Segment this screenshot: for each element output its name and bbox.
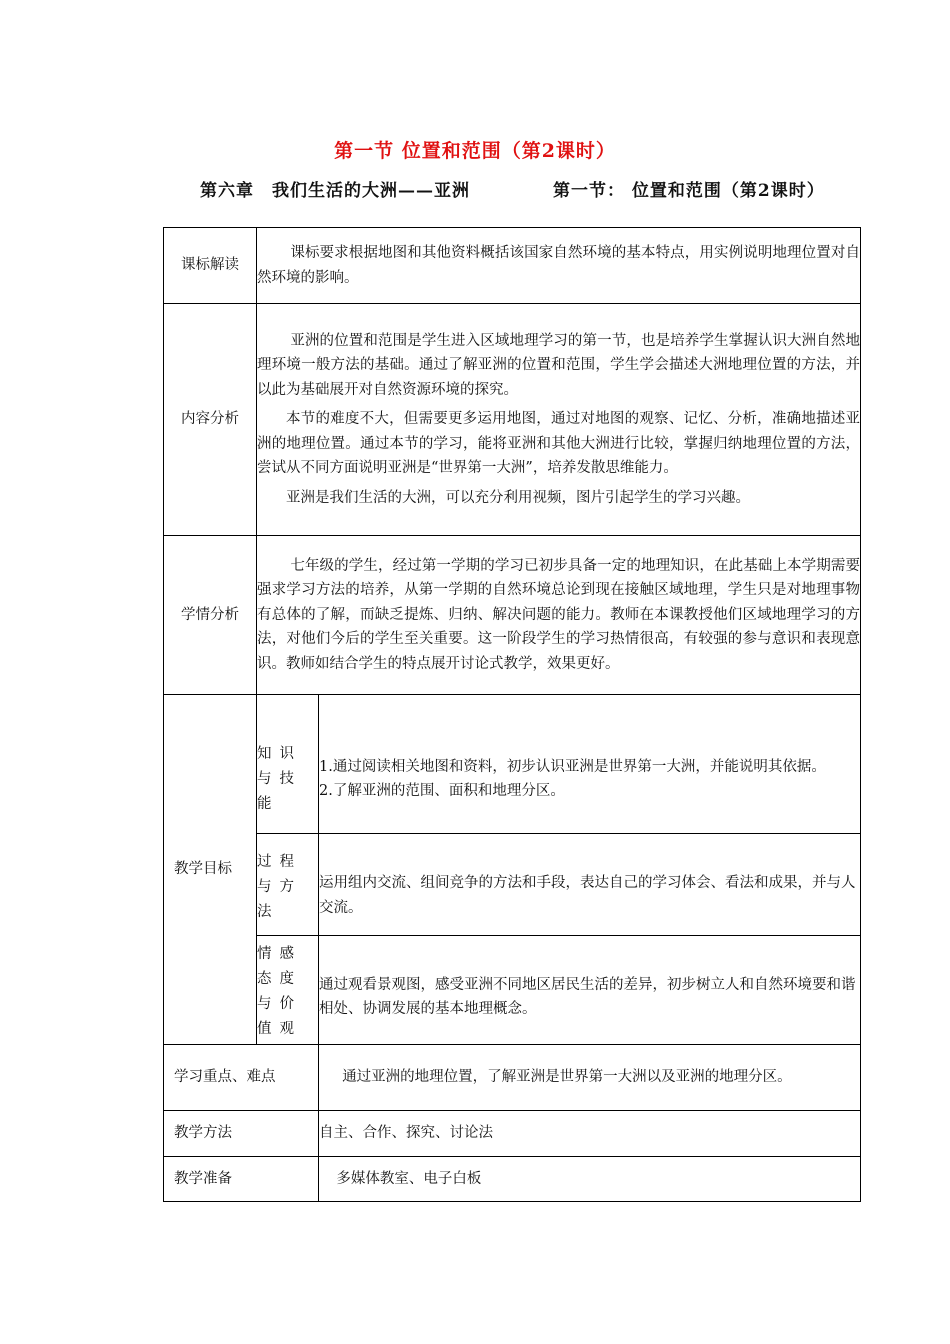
key-points-cell bbox=[319, 1045, 861, 1111]
knowledge-skills-label: 知识与技能 bbox=[257, 695, 319, 834]
key-points-text: 通过亚洲的地理位置，了解亚洲是世界第一大洲以及亚洲的地理分区。 bbox=[342, 1069, 792, 1086]
process-methods-label: 过程与方法 bbox=[257, 834, 319, 936]
learner-analysis-label: 学情分析 bbox=[164, 536, 257, 695]
methods-row bbox=[164, 1111, 861, 1157]
lesson-plan-table bbox=[163, 227, 861, 1202]
document-title: 第一节 位置和范围（第2课时） bbox=[334, 140, 616, 162]
chapter-heading: 第六章 我们生活的大洲——亚洲 bbox=[200, 181, 470, 201]
objectives-label: 教学目标 bbox=[164, 695, 257, 1045]
preparation-label: 教学准备 bbox=[164, 1157, 319, 1202]
content-analysis-paragraph-1: 亚洲的位置和范围是学生进入区域地理学习的第一节，也是培养学生掌握认识大洲自然地理环境一般方法的基础。通过了解亚洲的位置和范围，学生学会描述大洲地理位置的方法，并以此为基础展开对自然资源环境的探究。 bbox=[257, 332, 860, 398]
section-heading: 第一节： 位置和范围（第2课时） bbox=[553, 181, 825, 201]
curriculum-label: 课标解读 bbox=[164, 228, 257, 304]
curriculum-row bbox=[164, 228, 861, 304]
learner-analysis-row bbox=[164, 536, 861, 695]
process-methods-cell bbox=[319, 834, 861, 936]
methods-label: 教学方法 bbox=[164, 1111, 319, 1157]
curriculum-text: 课标要求根据地图和其他资料概括该国家自然环境的基本特点，用实例说明地理位置对自然环境的影响。 bbox=[257, 245, 860, 286]
knowledge-item-2: 2.了解亚洲的范围、面积和地理分区。 bbox=[319, 783, 565, 799]
curriculum-cell bbox=[257, 228, 861, 304]
process-methods-text: 运用组内交流、组间竞争的方法和手段，表达自己的学习体会、看法和成果，并与人交流。 bbox=[319, 875, 856, 916]
learner-analysis-text: 七年级的学生，经过第一学期的学习已初步具备一定的地理知识，在此基础上本学期需要强求学习方法的培养，从第一学期的自然环境总论到现在接触区域地理，学生只是对地理事物有总体的了解，而缺乏提炼、归纳、解决问题的能力。教师在本课教授他们区域地理学习的方法，对他们今后的学生至关重要。这一阶段学生的学习热情很高，有较强的参与意识和表现意识。教师如结合学生的特点展开讨论式教学，效果更好。 bbox=[257, 557, 860, 672]
objective-process-row bbox=[164, 834, 861, 936]
objective-emotion-row bbox=[164, 936, 861, 1045]
knowledge-skills-cell bbox=[319, 695, 861, 834]
key-points-label: 学习重点、难点 bbox=[164, 1045, 319, 1111]
knowledge-item-1: 1.通过阅读相关地图和资料，初步认识亚洲是世界第一大洲，并能说明其依据。 bbox=[319, 758, 826, 775]
methods-text: 自主、合作、探究、讨论法 bbox=[319, 1125, 493, 1142]
content-analysis-paragraph-3: 亚洲是我们生活的大洲，可以充分利用视频，图片引起学生的学习兴趣。 bbox=[286, 489, 750, 506]
preparation-row bbox=[164, 1157, 861, 1202]
content-analysis-label: 内容分析 bbox=[164, 304, 257, 536]
methods-cell bbox=[319, 1111, 861, 1157]
emotion-values-cell bbox=[319, 936, 861, 1045]
emotion-values-text: 通过观看景观图，感受亚洲不同地区居民生活的差异，初步树立人和自然环境要和谐相处、协调发展的基本地理概念。 bbox=[319, 976, 856, 1017]
preparation-cell bbox=[319, 1157, 861, 1202]
objective-knowledge-row bbox=[164, 695, 861, 834]
content-analysis-paragraph-2: 本节的难度不大，但需要更多运用地图，通过对地图的观察、记忆、分析，准确地描述亚洲的地理位置。通过本节的学习，能将亚洲和其他大洲进行比较，掌握归纳地理位置的方法，尝试从不同方面说明亚洲是“世界第一大洲”，培养发散思维能力。 bbox=[257, 411, 860, 477]
key-points-row bbox=[164, 1045, 861, 1111]
content-analysis-cell bbox=[257, 304, 861, 536]
emotion-values-label: 情感态度与价值观 bbox=[257, 936, 319, 1045]
content-analysis-row bbox=[164, 304, 861, 536]
preparation-text: 多媒体教室、电子白板 bbox=[336, 1170, 482, 1187]
learner-analysis-cell bbox=[257, 536, 861, 695]
